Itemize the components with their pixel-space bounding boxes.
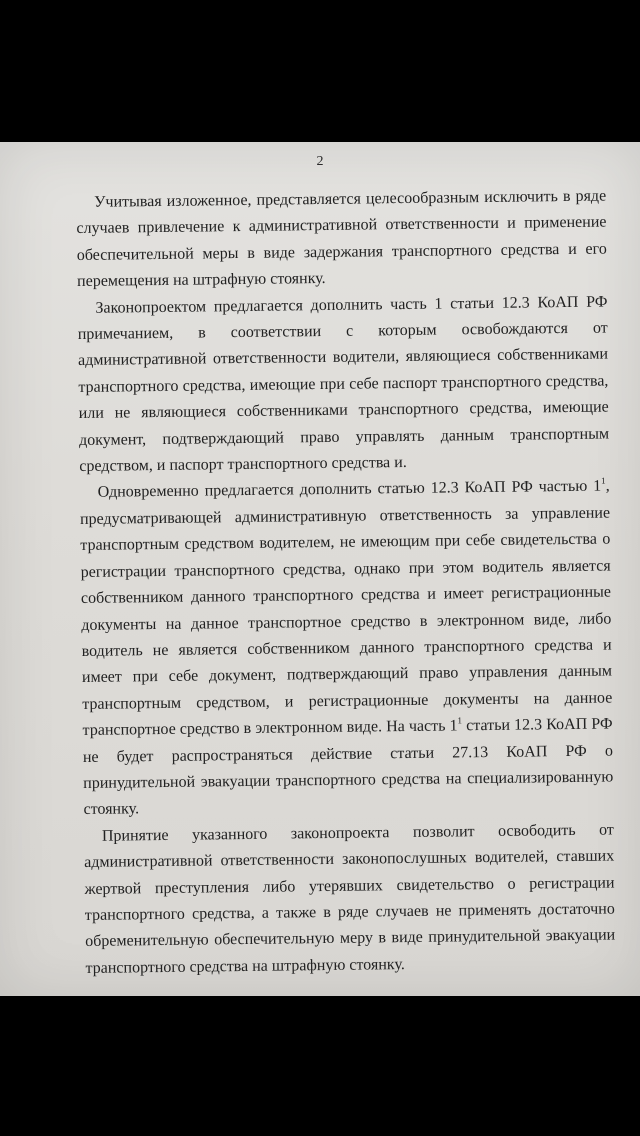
document-page: [0, 142, 640, 996]
paragraph-3-part-3: статьи 12.3 КоАП РФ не будет распространяться действие статьи 27.13 КоАП РФ о принудительной эвакуации транспортного средства на специализированную стоянку.: [82, 715, 614, 819]
bottom-black-bar: [0, 996, 640, 1136]
top-black-bar: [0, 0, 640, 142]
superscript-2: 1: [457, 715, 463, 726]
document-body: [76, 184, 616, 983]
superscript-1: 1: [601, 476, 606, 487]
paragraph-3: [80, 474, 614, 824]
paragraph-3-part-1: Одновременно предлагается дополнить статью 12.3 КоАП РФ частью 1: [97, 478, 602, 502]
page-number: 2: [316, 154, 324, 169]
paragraph-1: Учитывая изложенное, представляется целесообразным исключить в ряде случаев привлечение к административной ответственности и применение обеспечительной меры в виде задержания транспортного средства и его перемещения на штрафную стоянку.: [76, 187, 607, 291]
paragraph-2: Законопроектом предлагается дополнить часть 1 статьи 12.3 КоАП РФ примечанием, в соответствии с которым освобождаются от административной ответственности водители, являющиеся собственниками транспортного средства, имеющие при себе паспорт транспортного средства, или не являющиеся собственниками транспортного средства, имеющие документ, подтверждающий право управлять данным транспортным средством, и паспорт транспортного средства и.: [77, 293, 610, 476]
paragraph-4: Принятие указанного законопроекта позволит освободить от административной ответственности законопослушных водителей, ставших жертвой преступления либо утерявших свидетельство о регистрации транспортного средства, а также в ряде случаев не применять достаточно обременительную обеспечительную меру в виде принудительной эвакуации транспортного средства на штрафную стоянку.: [84, 821, 616, 977]
paragraph-3-part-2: , предусматривающей административную ответственность за управление транспортным средством водителем, не имеющим при себе свидетельства о регистрации транспортного средства, однако при этом водитель является собственником данного транспортного средства и имеет регистрационные документы на данное транспортное средство в электронном виде, либо водитель не является собственником данного транспортного средства и имеет при себе документ, подтверждающий право управления данным транспортным средством, и регистрационные документы на данное транспортное средство в электронном виде. На часть 1: [79, 477, 613, 740]
